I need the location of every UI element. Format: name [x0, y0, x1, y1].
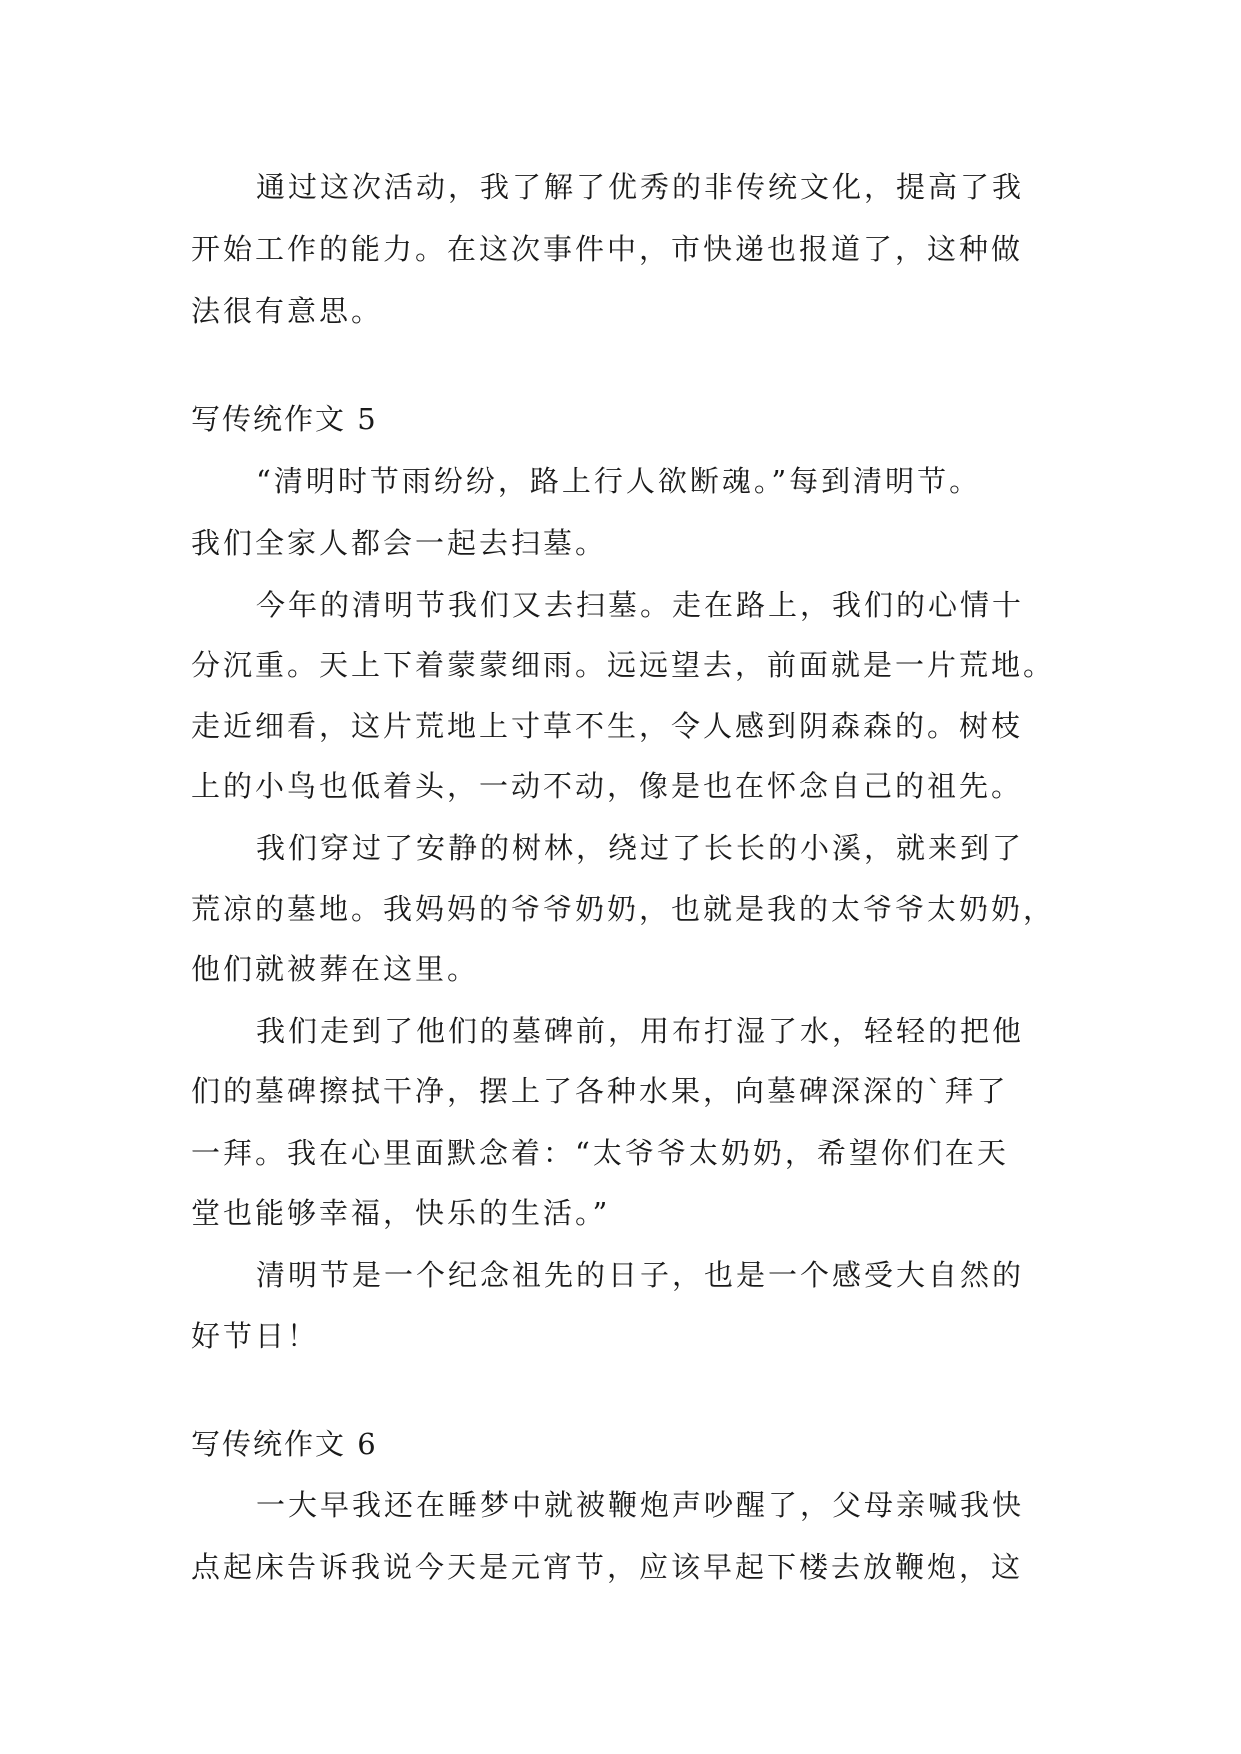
- paragraph-line: 们的墓碑擦拭干净，摆上了各种水果，向墓碑深深的`拜了: [191, 1074, 1009, 1108]
- paragraph-line: 一大早我还在睡梦中就被鞭炮声吵醒了，父母亲喊我快: [256, 1488, 1025, 1522]
- paragraph-line: 分沉重。天上下着蒙蒙细雨。远远望去，前面就是一片荒地。: [191, 648, 1056, 682]
- paragraph-line: 我们走到了他们的墓碑前，用布打湿了水，轻轻的把他: [256, 1014, 1025, 1048]
- paragraph-line: 点起床告诉我说今天是元宵节，应该早起下楼去放鞭炮，这: [191, 1550, 1024, 1584]
- paragraph-line: 荒凉的墓地。我妈妈的爷爷奶奶，也就是我的太爷爷太奶奶，: [191, 892, 1056, 926]
- paragraph-line: 走近细看，这片荒地上寸草不生，令人感到阴森森的。树枝: [191, 709, 1024, 743]
- paragraph-line: 好节日！: [191, 1319, 320, 1353]
- paragraph-line: 今年的清明节我们又去扫墓。走在路上，我们的心情十: [256, 588, 1025, 622]
- paragraph-line: 我们穿过了安静的树林，绕过了长长的小溪，就来到了: [256, 831, 1025, 865]
- paragraph-line: “清明时节雨纷纷，路上行人欲断魂。”每到清明节。: [256, 464, 982, 498]
- paragraph-line: 堂也能够幸福，快乐的生活。”: [191, 1196, 611, 1230]
- paragraph-line: 一拜。我在心里面默念着：“太爷爷太奶奶，希望你们在天: [191, 1136, 1009, 1170]
- paragraph-line: 通过这次活动，我了解了优秀的非传统文化，提高了我: [256, 170, 1025, 204]
- paragraph-line: 他们就被葬在这里。: [191, 952, 480, 986]
- paragraph-line: 开始工作的能力。在这次事件中，市快递也报道了，这种做: [191, 232, 1024, 266]
- section-heading: 写传统作文 5: [191, 402, 378, 436]
- paragraph-line: 清明节是一个纪念祖先的日子，也是一个感受大自然的: [256, 1258, 1025, 1292]
- paragraph-line: 我们全家人都会一起去扫墓。: [191, 526, 608, 560]
- paragraph-line: 法很有意思。: [191, 294, 384, 328]
- section-heading: 写传统作文 6: [191, 1427, 378, 1461]
- paragraph-line: 上的小鸟也低着头，一动不动，像是也在怀念自己的祖先。: [191, 769, 1024, 803]
